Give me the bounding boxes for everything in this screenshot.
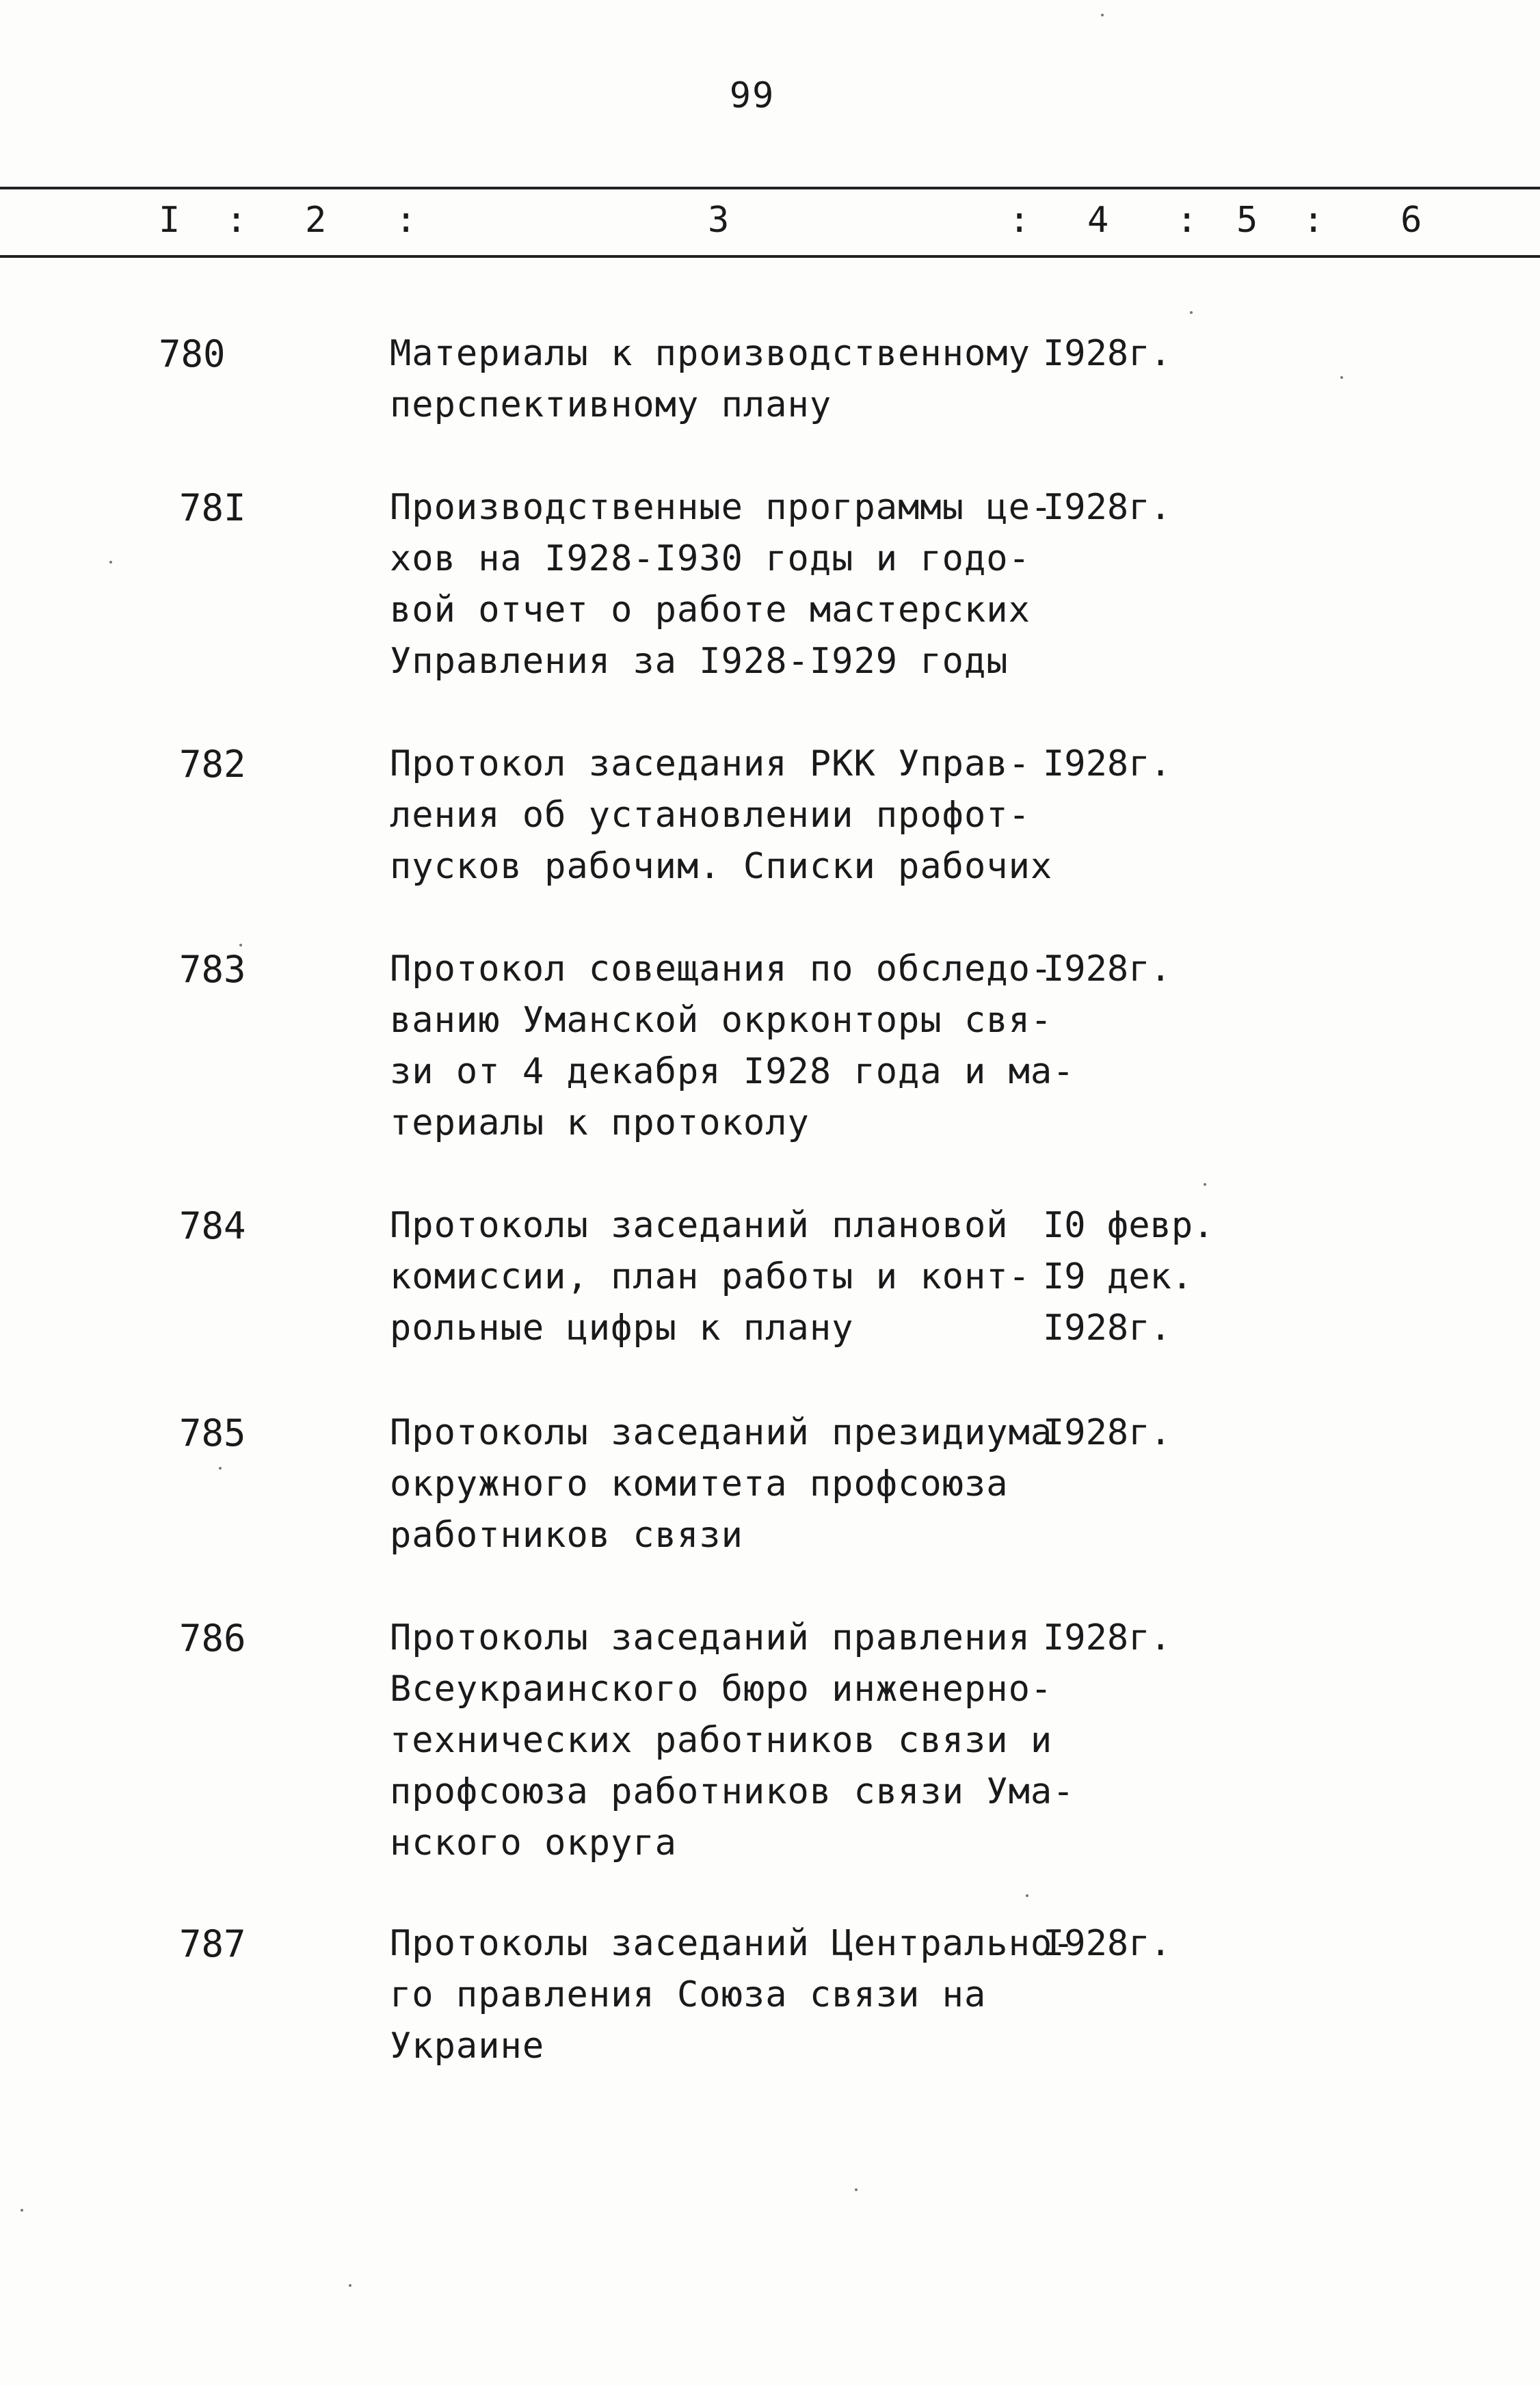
scan-speck <box>219 1467 222 1470</box>
record-title-line: Протоколы заседаний президиума <box>390 1412 1053 1453</box>
record-title-line: ления об установлении профот- <box>390 795 1031 836</box>
record-title-line: Протокол заседания РКК Управ- <box>390 743 1031 784</box>
record-number: 78I <box>179 486 246 529</box>
record-title-line: Всеукраинского бюро инженерно- <box>390 1669 1053 1710</box>
record-number: 780 <box>159 332 226 375</box>
header-col-6: 6 <box>1400 200 1422 241</box>
record-date <box>1043 739 1171 790</box>
record-date-line: I928г. <box>1043 333 1171 374</box>
record-date <box>1043 482 1171 533</box>
scan-speck <box>239 944 242 946</box>
record-date-line: I928г. <box>1043 1617 1171 1658</box>
scan-speck <box>1026 1894 1028 1897</box>
record-title-line: Материалы к производственному <box>390 333 1031 374</box>
header-sep-2: : <box>395 200 417 241</box>
record-title-line: го правления Союза связи на <box>390 1974 987 2015</box>
record-number: 782 <box>179 743 246 786</box>
scan-speck <box>1101 14 1104 16</box>
record-date <box>1043 944 1171 995</box>
page-number: 99 <box>729 75 775 116</box>
record-date-line: I928г. <box>1043 1308 1171 1349</box>
record-title <box>390 944 1075 1149</box>
record-date-line: I928г. <box>1043 949 1171 990</box>
record-title-line: териалы к протоколу <box>390 1102 810 1143</box>
header-sep-3: : <box>1009 200 1031 241</box>
scan-speck <box>109 561 112 564</box>
header-col-3: 3 <box>708 200 730 241</box>
record-title-line: профсоюза работников связи Ума- <box>390 1771 1075 1812</box>
record-date-line: I928г. <box>1043 1923 1171 1964</box>
record-date <box>1043 1407 1171 1459</box>
scan-speck <box>1340 376 1343 379</box>
header-sep-4: : <box>1176 200 1198 241</box>
record-title-line: Производственные программы це- <box>390 487 1053 528</box>
record-date <box>1043 1918 1171 1970</box>
record-title-line: работников связи <box>390 1515 743 1556</box>
record-title-line: комиссии, план работы и конт- <box>390 1256 1031 1297</box>
record-title-line: Протоколы заседаний Центрально- <box>390 1923 1075 1964</box>
record-date-line: I0 февр. <box>1043 1205 1214 1246</box>
record-number: 787 <box>179 1922 246 1965</box>
record-number: 785 <box>179 1411 246 1455</box>
record-date-line: I9 дек. <box>1043 1256 1193 1297</box>
record-title-line: пусков рабочим. Списки рабочих <box>390 846 1053 887</box>
record-title-line: перспективному плану <box>390 384 832 425</box>
record-title <box>390 328 1046 431</box>
record-title-line: ванию Уманской окрконторы свя- <box>390 1000 1053 1041</box>
record-title-line: хов на I928-I930 годы и годо- <box>390 538 1031 579</box>
record-title-line: нского округа <box>390 1822 677 1864</box>
scan-speck <box>1204 1183 1206 1186</box>
record-title-line: технических работников связи и <box>390 1720 1053 1761</box>
record-title <box>390 1613 1075 1869</box>
record-title-line: Протоколы заседаний плановой <box>390 1205 1009 1246</box>
record-title-line: окружного комитета профсоюза <box>390 1463 1009 1504</box>
record-number: 784 <box>179 1204 246 1247</box>
record-title-line: Украине <box>390 2026 545 2067</box>
header-sep-5: : <box>1303 200 1325 241</box>
header-col-2: 2 <box>305 200 327 241</box>
scan-speck <box>21 2209 23 2212</box>
record-title <box>390 482 1053 687</box>
record-date <box>1043 1613 1171 1664</box>
record-date-line: I928г. <box>1043 487 1171 528</box>
record-title-line: вой отчет о работе мастерских <box>390 589 1031 631</box>
record-title <box>390 1200 1046 1354</box>
record-date <box>1043 1200 1214 1354</box>
record-number: 786 <box>179 1617 246 1660</box>
record-date-line: I928г. <box>1043 743 1171 784</box>
header-col-5: 5 <box>1236 200 1258 241</box>
record-title-line: рольные цифры к плану <box>390 1308 854 1349</box>
header-col-4: 4 <box>1087 200 1109 241</box>
record-title-line: Протоколы заседаний правления <box>390 1617 1031 1658</box>
record-number: 783 <box>179 948 246 991</box>
record-title <box>390 1407 1053 1561</box>
record-date <box>1043 328 1171 380</box>
record-title-line: зи от 4 декабря I928 года и ма- <box>390 1051 1075 1092</box>
scan-speck <box>349 2284 351 2287</box>
scan-speck <box>855 2188 858 2191</box>
scan-speck <box>1190 311 1193 314</box>
record-title <box>390 739 1053 892</box>
header-col-1: I <box>159 200 181 241</box>
record-title-line: Управления за I928-I929 годы <box>390 641 1009 682</box>
record-title <box>390 1918 1075 2072</box>
record-date-line: I928г. <box>1043 1412 1171 1453</box>
header-sep-1: : <box>226 200 248 241</box>
record-title-line: Протокол совещания по обследо- <box>390 949 1053 990</box>
